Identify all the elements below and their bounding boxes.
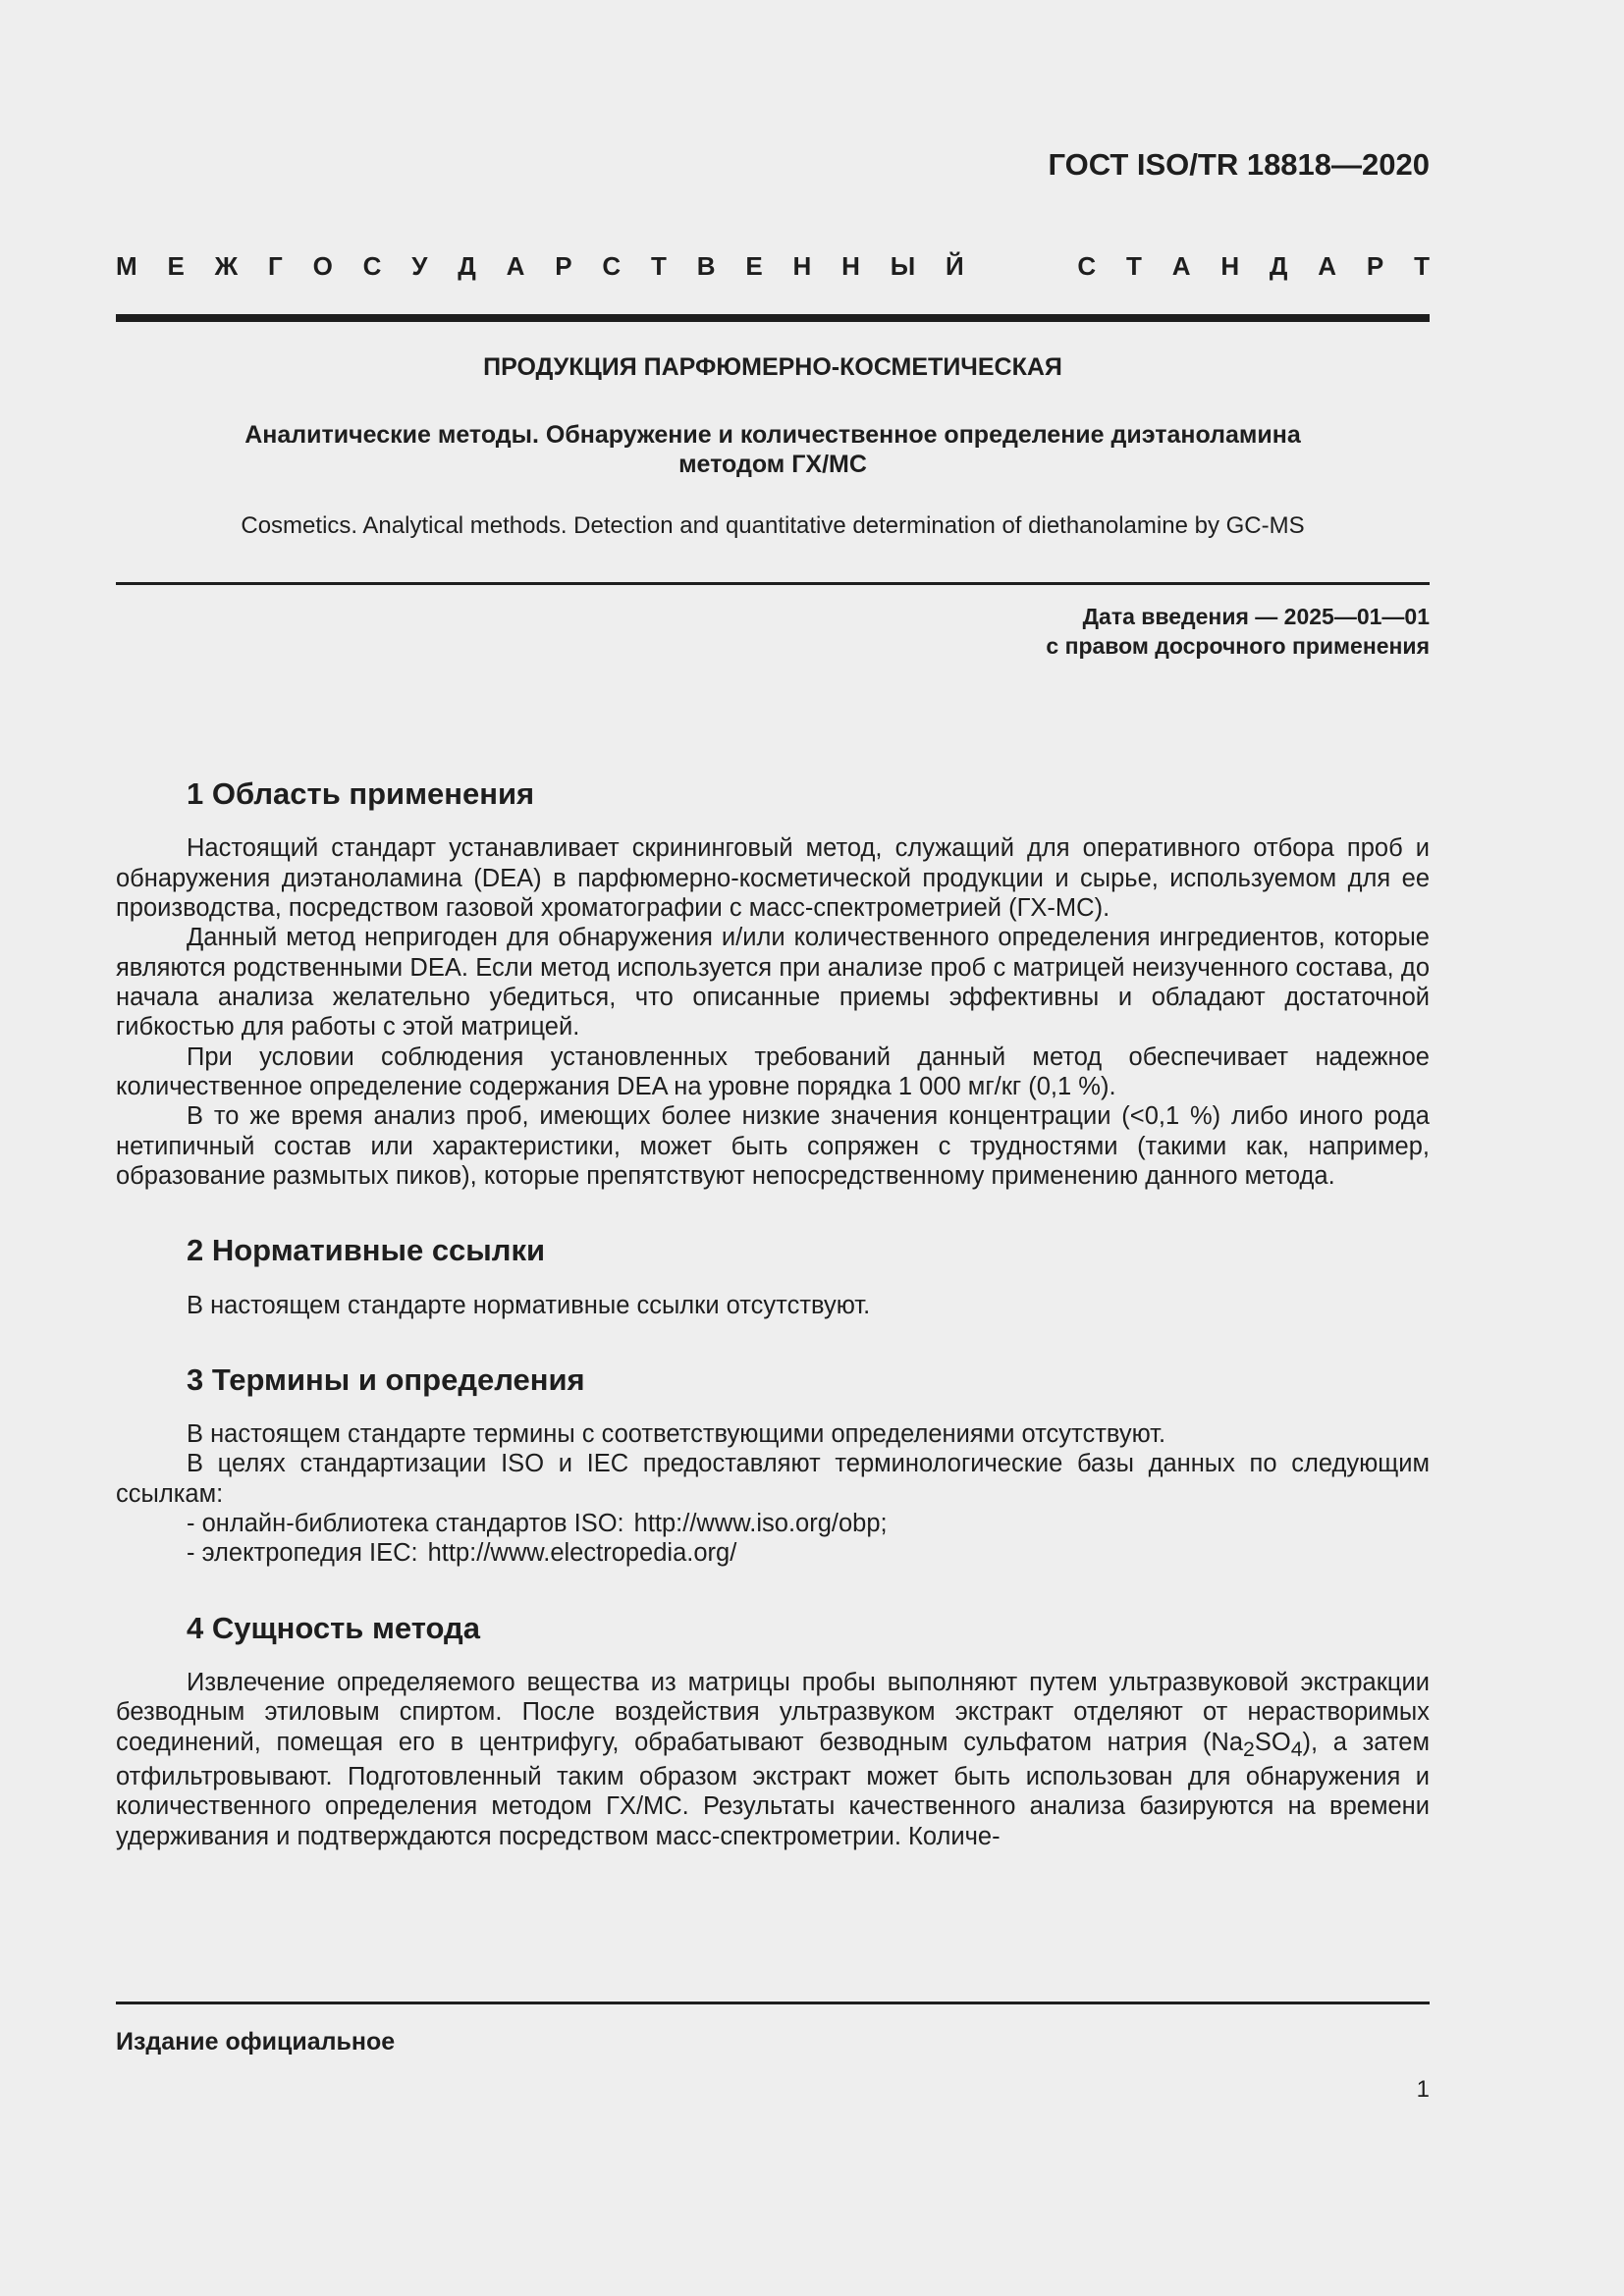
section-method-principle	[116, 1610, 1430, 1851]
list-item-label: - онлайн-библиотека стандартов ISO:	[187, 1510, 624, 1538]
paragraph: В настоящем стандарте нормативные ссылки отсутствуют.	[187, 1291, 871, 1319]
paragraph: В настоящем стандарте термины с соответствующими определениями отсутствуют.	[187, 1420, 1166, 1449]
section-heading: 1 Область применения	[187, 776, 535, 811]
section-heading: 4 Сущность метода	[187, 1610, 480, 1645]
paragraph: Настоящий стандарт устанавливает скрининговый метод, служащий для оперативного отбора проб и обнаружения диэтаноламина (DEA) в парфюмерно-косметической продукции и сырье, используемом для ее производства, посредством газовой хроматографии с масс-спектрометрией (ГХ-МС).	[116, 834, 1430, 922]
electropedia-link[interactable]: http://www.electropedia.org/	[427, 1539, 737, 1568]
document-subtitle	[116, 420, 1430, 479]
introduction-date-block	[1046, 603, 1430, 662]
subtitle-line-2: методом ГХ/МС	[678, 451, 867, 478]
introduction-date: Дата введения — 2025—01—01	[1082, 604, 1430, 629]
english-title: Cosmetics. Analytical methods. Detection and quantitative determination of diethanolamine by GC-MS	[241, 512, 1305, 539]
paragraph: В то же время анализ проб, имеющих более низкие значения концентрации (<0,1 %) либо иного рода нетипичный состав или характеристики, может быть сопряжен с трудностями (такими как, например, образование размытых пиков), которые препятствуют непосредственному применению данного метода.	[116, 1102, 1430, 1190]
list-item	[187, 1509, 1430, 1538]
page-number: 1	[1416, 2076, 1430, 2103]
list-item-label: - электропедия IEC:	[187, 1539, 418, 1568]
document-body	[116, 775, 1430, 1851]
iso-obp-link[interactable]: http://www.iso.org/obp;	[633, 1510, 888, 1538]
document-title: ПРОДУКЦИЯ ПАРФЮМЕРНО-КОСМЕТИЧЕСКАЯ	[483, 353, 1062, 381]
standard-kind: М Е Ж Г О С У Д А Р С Т В Е Н Н Ы Й С Т А Н Д А Р Т	[116, 251, 1430, 281]
term-database-list	[116, 1509, 1430, 1569]
header-rule	[116, 314, 1430, 322]
early-application-note: с правом досрочного применения	[1046, 632, 1430, 659]
official-edition-label: Издание официальное	[116, 2028, 396, 2056]
paragraph: Данный метод непригоден для обнаружения и/или количественного определения ингредиентов, которые являются родственными DEA. Если метод используется при анализе проб с матрицей неизученного состава, до начала анализа желательно убедиться, что описанные приемы эффективны и обладают достаточной гибкостью для работы с этой матрицей.	[116, 924, 1430, 1041]
paragraph: При условии соблюдения установленных требований данный метод обеспечивает надежное количественное определение содержания DEA на уровне порядка 1 000 мг/кг (0,1 %).	[116, 1042, 1430, 1100]
section-heading: 3 Термины и определения	[187, 1362, 585, 1397]
subtitle-line-1: Аналитические методы. Обнаружение и количественное определение диэтаноламина	[244, 421, 1301, 449]
section-normative-references	[116, 1232, 1430, 1320]
paragraph: Извлечение определяемого вещества из матрицы пробы выполняют путем ультразвуковой экстракции безводным этиловым спиртом. После воздействия ультразвуком экстракт отделяют от нерастворимых соединений, помещая его в центрифугу, обрабатывают безводным сульфатом натрия $(Na_2SO_4)$, а затем отфильтровывают. Подготовленный таким образом экстракт может быть использован для обнаружения и количественного определения методом ГХ/МС. Результаты качественного анализа базируются на времени удерживания и подтверждаются посредством масс-спектрометрии. Количе-	[116, 1668, 1430, 1850]
paragraph: В целях стандартизации ISO и IEC предоставляют терминологические базы данных по следующим ссылкам:	[116, 1450, 1430, 1508]
document-number: ГОСТ ISO/TR 18818—2020	[1048, 147, 1430, 182]
list-item	[187, 1538, 1430, 1568]
title-rule	[116, 582, 1430, 585]
section-heading: 2 Нормативные ссылки	[187, 1233, 546, 1268]
section-scope	[116, 775, 1430, 1191]
section-terms	[116, 1362, 1430, 1569]
footer-rule	[116, 2002, 1430, 2004]
